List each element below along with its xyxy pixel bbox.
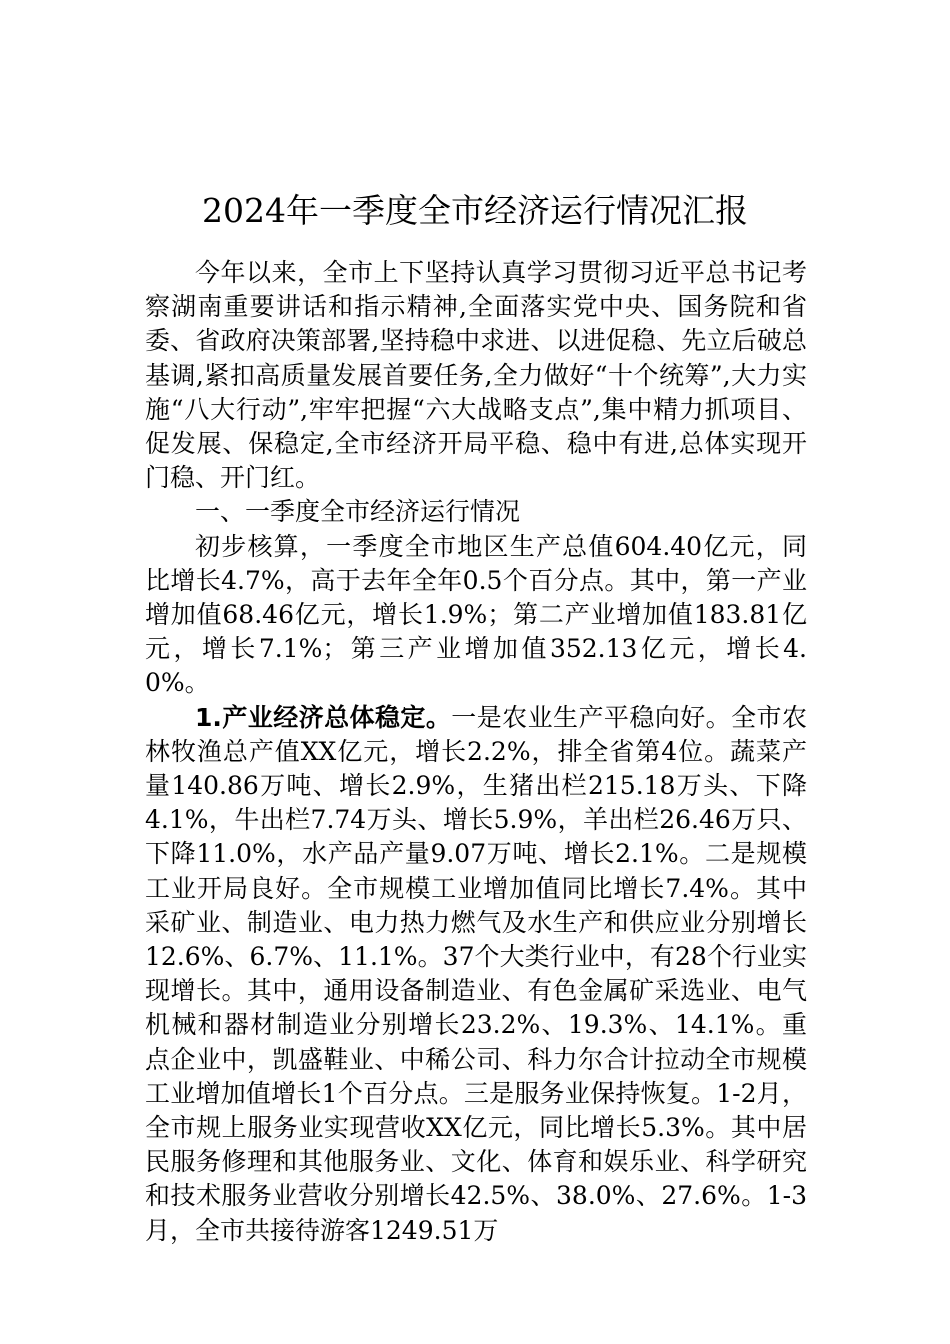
subsection-text: 一是农业生产平稳向好。全市农林牧渔总产值XX亿元，增长2.2%，排全省第4位。蔬菜产量140.86万吨、增长2.9%，生猪出栏215.18万头、下降4.1%，牛出栏7.74万头、增长5.9%，羊出栏26.46万只、下降11.0%，水产品产量9.07万吨、增长2.1%。二是规模工业开局良好。全市规模工业增加值同比增长7.4%。其中采矿业、制造业、电力热力燃气及水生产和供应业分别增长12.6%、6.7%、11.1%。37个大类行业中，有28个行业实现增长。其中，通用设备制造业、有色金属矿采选业、电气机械和器材制造业分别增长23.2%、19.3%、14.1%。重点企业中，凯盛鞋业、中稀公司、科力尔合计拉动全市规模工业增加值增长1个百分点。三是服务业保持恢复。1-2月，全市规上服务业实现营收XX亿元，同比增长5.3%。其中居民服务修理和其他服务业、文化、体育和娱乐业、科学研究和技术服务业营收分别增长42.5%、38.0%、27.6%。1-3月，全市共接待游客1249.51万 [145,702,807,1245]
gdp-paragraph: 初步核算，一季度全市地区生产总值604.40亿元，同比增长4.7%，高于去年全年0.5个百分点。其中，第一产业增加值68.46亿元，增长1.9%；第二产业增加值183.81亿元，增长7.1%；第三产业增加值352.13亿元，增长4.0%。 [145,531,807,698]
subsection-heading: 1.产业经济总体稳定。 [195,702,452,732]
intro-paragraph: 今年以来，全市上下坚持认真学习贯彻习近平总书记考察湖南重要讲话和指示精神,全面落实党中央、国务院和省委、省政府决策部署,坚持稳中求进、以进促稳、先立后破总基调,紧扣高质量发展首要任务,全力做好“十个统筹”,大力实施“八大行动”,牢牢把握“六大战略支点”,集中精力抓项目、促发展、保稳定,全市经济开局平稳、稳中有进,总体实现开门稳、开门红。 [145,258,807,493]
document-title: 2024年一季度全市经济运行情况汇报 [202,191,748,231]
industry-paragraph [145,701,807,1248]
section-heading: 一、一季度全市经济运行情况 [195,497,521,527]
document-body [145,256,807,1248]
